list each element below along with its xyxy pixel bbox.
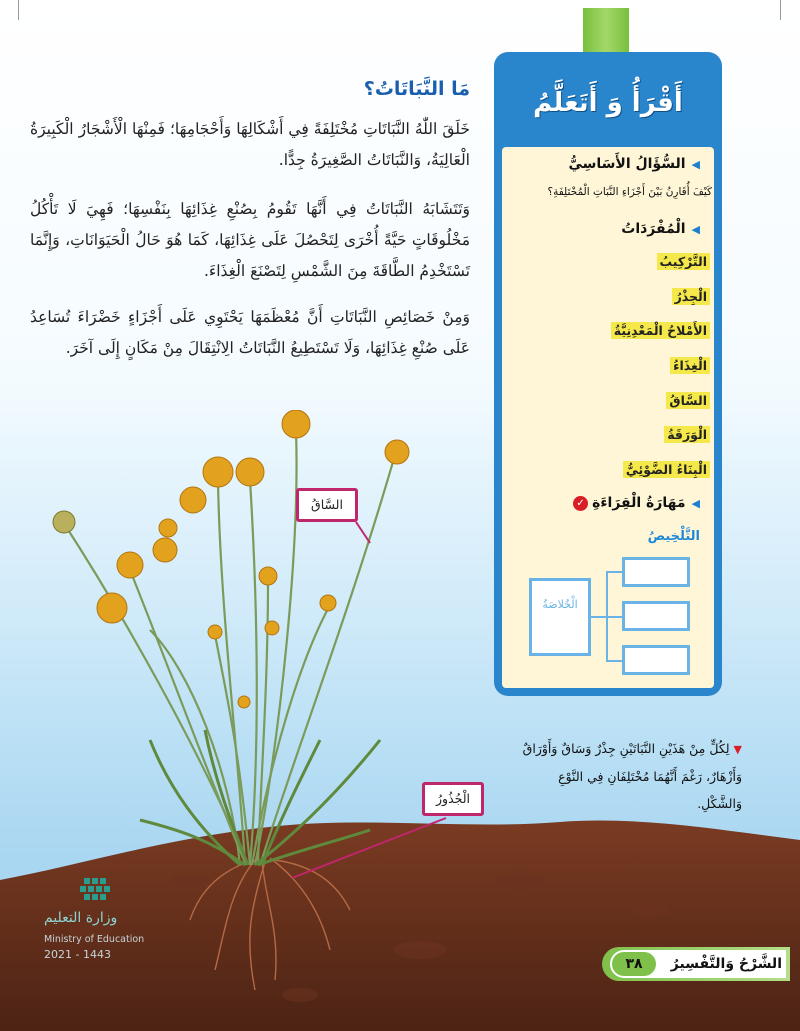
stem-pointer-line <box>356 522 370 543</box>
triangle-icon: ◀ <box>691 158 700 171</box>
roots-label: الْجُذُورُ <box>422 782 484 816</box>
caption-text: لِكُلٍّ مِنْ هَذَيْنِ النَّبَاتَيْنِ جِذْرٌ وَسَاقٌ وَأَوْرَاقٌ وَأَزْهَارٌ، رَغْمَ أَنَّهُمَا مُخْتَلِفَانِ فِي النَّوْعِ وَالشَّكْلِ. <box>522 741 742 811</box>
vocabulary-label: الْمُفْرَدَاتُ <box>621 221 686 237</box>
page-number: ٣٨ <box>612 952 656 976</box>
vocabulary-heading <box>621 221 700 237</box>
triangle-down-icon: ▼ <box>733 743 742 756</box>
triangle-icon: ◀ <box>691 497 700 510</box>
edition-year: 2021 - 1443 <box>44 948 111 961</box>
trim-mark <box>18 0 19 20</box>
essential-question-label: السُّؤَالُ الأَسَاسِيُّ <box>568 156 686 172</box>
summary-label: التَّلْخِيصُ <box>647 529 700 544</box>
check-icon: ✓ <box>573 496 588 511</box>
stem-label: السَّاقُ <box>296 488 358 522</box>
vocab-item: الْوَرَقَةُ <box>664 426 710 443</box>
triangle-icon: ◀ <box>691 223 700 236</box>
vocab-item: الْبِنَاءُ الضَّوْئِيُّ <box>623 461 710 478</box>
vocab-item: الأَمْلاحُ الْمَعْدِنِيَّةُ <box>611 322 710 339</box>
organizer-main-box: الْخُلاصَةُ <box>529 578 591 656</box>
vocab-item: السَّاقُ <box>666 392 710 409</box>
footer-label: الشَّرْحُ وَالتَّفْسِيرُ <box>670 956 782 972</box>
vocab-item: التَّرْكِيبُ <box>657 253 710 270</box>
paragraph: وَمِنْ خَصَائِصِ النَّبَاتَاتِ أَنَّ مُعْظَمَهَا يَحْتَوِي عَلَى أَجْزَاءٍ خَضْرَاءَ تُسَاعِدُ عَلَى صُنْعِ غِذَائِهَا، وَلَا تَسْتَطِيعُ النَّبَاتَاتُ الِانْتِقَالَ مِنْ مَكَانٍ إِلَى آخَرَ. <box>30 308 470 357</box>
ministry-name-english: Ministry of Education <box>44 934 145 945</box>
vocab-item: الْجِذْرُ <box>672 288 710 305</box>
essential-question-heading <box>568 156 700 172</box>
vocab-item: الْغِذَاءُ <box>670 357 710 374</box>
trim-mark <box>780 0 781 20</box>
section-heading: مَا النَّبَاتَاتُ؟ <box>363 78 470 100</box>
ministry-logo-icon <box>40 876 150 910</box>
panel-title: أَقْرَأُ وَ أَتَعَلَّمُ <box>533 88 683 118</box>
paragraph: وَتَتَشَابَهُ النَّبَاتَاتُ فِي أَنَّهَا تَقُومُ بِصُنْعِ غِذَائِهَا بِنَفْسِهَا؛ فَهِيَ لَا تَأْكُلُ مَخْلُوقَاتٍ حَيَّةً أُخْرَى لِتَحْصُلَ عَلَى غِذَائِهَا، كَمَا هُوَ حَالُ الْحَيَوَانَاتِ، وَإِنَّمَا تَسْتَخْدِمُ الطَّاقَةَ مِنَ الشَّمْسِ لِتَصْنَعَ الْغِذَاءَ. <box>30 200 470 280</box>
flower-bud-shape <box>53 511 75 533</box>
essential-question: كَيْفَ أُقَارِنُ بَيْنَ أَجْزَاءِ النَّبَاتِ الْمُخْتَلِفَةِ؟ <box>547 186 712 198</box>
paragraph: خَلَقَ اللّٰهُ النَّبَاتَاتِ مُخْتَلِفَةً فِي أَشْكَالِهَا وَأَحْجَامِهَا؛ فَمِنْهَا الْأَشْجَارُ الْكَبِيرَةُ الْعَالِيَةُ، وَالنَّبَاتَاتُ الصَّغِيرَةُ جِدًّا. <box>30 120 470 169</box>
reading-skill-label: مَهَارَةُ الْقِرَاءَةِ <box>592 495 686 511</box>
soil <box>0 821 800 1031</box>
ministry-name-arabic: وزارة التعليم <box>44 910 118 926</box>
